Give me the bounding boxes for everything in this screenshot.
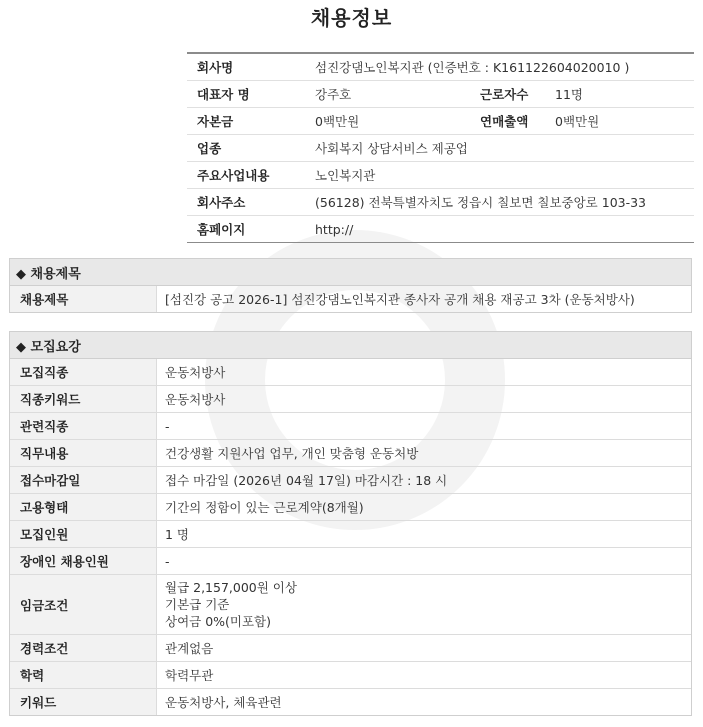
recruit-value-line: 운동처방사, 체육관련: [165, 694, 282, 710]
company-row-business: [187, 162, 694, 189]
recruit-row-label: 직종키워드: [10, 386, 157, 412]
business-value: 노인복지관: [315, 168, 376, 183]
ceo-label: 대표자 명: [197, 87, 250, 102]
recruit-row: [10, 662, 691, 689]
recruit-row-value: [157, 689, 691, 715]
recruit-value-line: -: [165, 553, 170, 569]
company-row-address: [187, 189, 694, 216]
sales-label: 연매출액: [480, 114, 529, 129]
recruit-section-header: ◆ 모집요강: [10, 332, 691, 359]
posting-title-row: [10, 286, 691, 312]
recruit-row: [10, 440, 691, 467]
sales-value: 0백만원: [555, 114, 600, 129]
recruit-row-label: 접수마감일: [10, 467, 157, 493]
recruit-row: [10, 413, 691, 440]
recruit-value-line: -: [165, 418, 170, 434]
company-name-label: 회사명: [197, 60, 234, 75]
recruit-row-value: [157, 386, 691, 412]
recruit-row: [10, 575, 691, 635]
posting-section-header: ◆ 채용제목: [10, 259, 691, 286]
ceo-value: 강주호: [315, 87, 352, 102]
capital-value: 0백만원: [315, 114, 360, 129]
recruit-row-label: 임금조건: [10, 575, 157, 634]
recruit-row-label: 모집직종: [10, 359, 157, 385]
employees-value: 11명: [555, 87, 583, 102]
recruit-value-line: 건강생활 지원사업 업무, 개인 맞춤형 운동처방: [165, 445, 419, 461]
posting-title-section: [9, 258, 692, 313]
recruit-value-line: 월급 2,157,000원 이상: [165, 580, 297, 595]
recruit-row: [10, 494, 691, 521]
recruit-row-value: [157, 359, 691, 385]
recruit-row-value: [157, 413, 691, 439]
employees-label: 근로자수: [480, 87, 529, 102]
posting-title-value: [섬진강 공고 2026-1] 섬진강댐노인복지관 종사자 공개 채용 재공고 3차 (운동처방사): [165, 291, 635, 307]
recruit-rows: [10, 359, 691, 715]
recruit-row: [10, 467, 691, 494]
homepage-label: 홈페이지: [197, 222, 246, 237]
industry-value: 사회복지 상담서비스 제공업: [315, 141, 468, 156]
address-label: 회사주소: [197, 195, 246, 210]
recruit-section: [9, 331, 692, 716]
recruit-row-label: 고용형태: [10, 494, 157, 520]
recruit-row: [10, 548, 691, 575]
recruit-row-value: [157, 521, 691, 547]
recruit-row-label: 직무내용: [10, 440, 157, 466]
company-row-ceo: [187, 81, 694, 108]
recruit-value-line: 관계없음: [165, 640, 214, 656]
recruit-value-line: 운동처방사: [165, 391, 226, 407]
recruit-row-label: 키워드: [10, 689, 157, 715]
company-row-homepage: [187, 216, 694, 243]
company-info-table: [187, 52, 694, 243]
recruit-row-value: [157, 635, 691, 661]
industry-label: 업종: [197, 141, 222, 156]
business-label: 주요사업내용: [197, 168, 270, 183]
recruit-value-line: 접수 마감일 (2026년 04월 17일) 마감시간 : 18 시: [165, 472, 448, 488]
recruit-row: [10, 635, 691, 662]
recruit-row-value: [157, 467, 691, 493]
recruit-value-line: 기간의 정함이 있는 근로계약(8개월): [165, 499, 364, 515]
recruit-row: [10, 521, 691, 548]
recruit-row-label: 관련직종: [10, 413, 157, 439]
recruit-row-value: [157, 494, 691, 520]
recruit-value-line: 학력무관: [165, 667, 214, 683]
address-value: (56128) 전북특별자치도 정읍시 칠보면 칠보중앙로 103-33: [315, 195, 647, 210]
capital-label: 자본금: [197, 114, 234, 129]
recruit-row: [10, 689, 691, 715]
recruit-value-line: 상여금 0%(미포함): [165, 614, 272, 629]
company-row-name: [187, 52, 694, 81]
posting-title-label: 채용제목: [10, 286, 157, 312]
company-row-capital: [187, 108, 694, 135]
recruit-row-label: 장애인 채용인원: [10, 548, 157, 574]
recruit-row-value: [157, 440, 691, 466]
recruit-row: [10, 386, 691, 413]
recruit-row-value: [157, 662, 691, 688]
company-row-industry: [187, 135, 694, 162]
recruit-value-line: 1 명: [165, 526, 190, 542]
recruit-value-line: 기본급 기준: [165, 597, 230, 612]
recruit-row-value: [157, 548, 691, 574]
recruit-row-value: [157, 575, 691, 634]
recruit-value-line: 운동처방사: [165, 364, 226, 380]
recruit-row: [10, 359, 691, 386]
recruit-row-label: 학력: [10, 662, 157, 688]
company-name-value: 섬진강댐노인복지관 (인증번호 : K161122604020010 ): [315, 60, 630, 75]
homepage-link[interactable]: http://: [315, 221, 354, 237]
recruit-row-label: 모집인원: [10, 521, 157, 547]
recruit-row-label: 경력조건: [10, 635, 157, 661]
page-title: 채용정보: [310, 6, 393, 30]
